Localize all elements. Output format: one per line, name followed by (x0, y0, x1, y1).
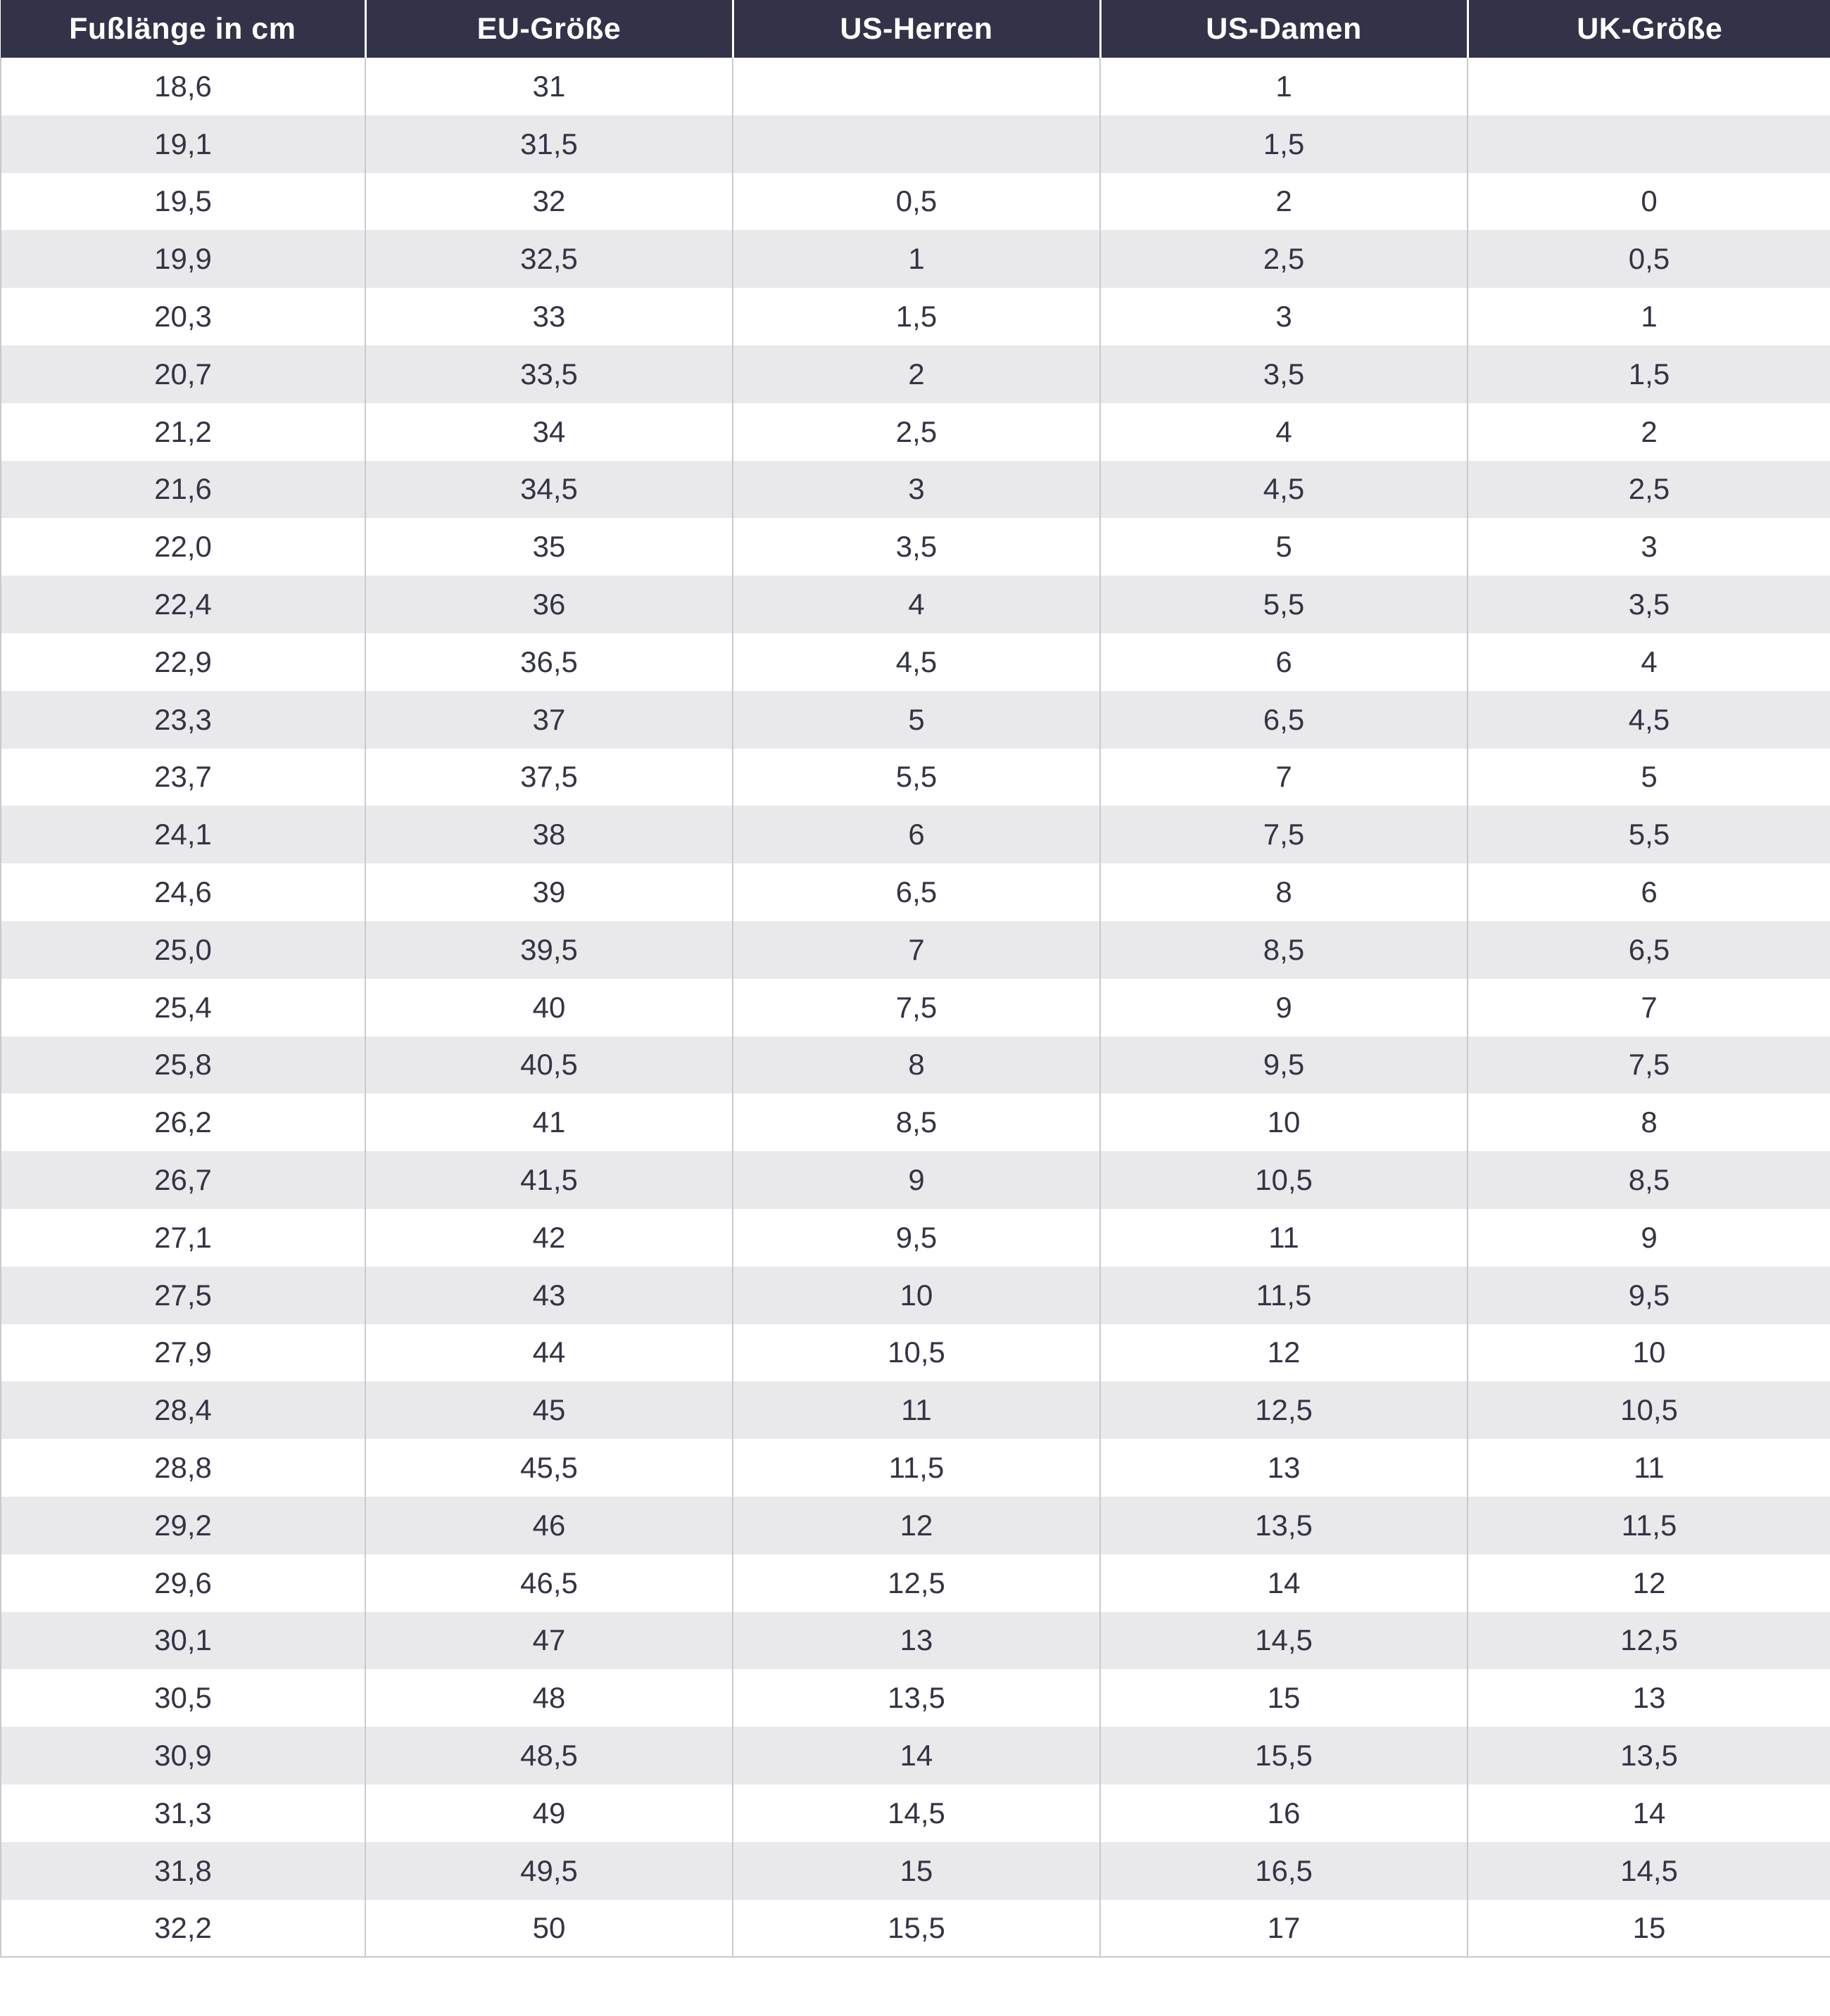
cell-eu-size: 40,5 (365, 1036, 733, 1094)
table-row (1, 115, 1830, 173)
cell-eu-size: 40 (365, 979, 733, 1036)
cell-us-men: 8,5 (733, 1093, 1100, 1151)
cell-eu-size: 31,5 (365, 115, 733, 173)
cell-eu-size: 34 (365, 403, 733, 461)
cell-us-men: 14 (733, 1727, 1100, 1784)
header-us-women: US-Damen (1100, 0, 1468, 58)
table-row (1, 633, 1830, 691)
cell-foot-length: 26,7 (1, 1151, 365, 1209)
table-row (1, 749, 1830, 806)
cell-us-women: 12,5 (1100, 1381, 1468, 1439)
cell-uk-size: 14,5 (1468, 1842, 1830, 1900)
table-row (1, 691, 1830, 749)
cell-eu-size: 35 (365, 518, 733, 576)
cell-us-women: 11,5 (1100, 1267, 1468, 1324)
cell-us-men: 10,5 (733, 1324, 1100, 1382)
table-row (1, 1036, 1830, 1094)
cell-foot-length: 24,6 (1, 863, 365, 921)
table-row (1, 1842, 1830, 1900)
cell-eu-size: 44 (365, 1324, 733, 1382)
cell-us-women: 5 (1100, 518, 1468, 576)
table-row (1, 1267, 1830, 1324)
cell-eu-size: 39 (365, 863, 733, 921)
table-row (1, 518, 1830, 576)
cell-us-men: 1 (733, 230, 1100, 288)
header-uk-size: UK-Größe (1468, 0, 1830, 58)
cell-us-women: 16 (1100, 1784, 1468, 1842)
cell-foot-length: 19,9 (1, 230, 365, 288)
cell-us-women: 5,5 (1100, 576, 1468, 633)
cell-us-women: 9 (1100, 979, 1468, 1036)
table-row (1, 921, 1830, 979)
cell-eu-size: 32 (365, 173, 733, 231)
cell-us-men: 12,5 (733, 1554, 1100, 1612)
cell-eu-size: 49 (365, 1784, 733, 1842)
cell-foot-length: 19,5 (1, 173, 365, 231)
cell-foot-length: 19,1 (1, 115, 365, 173)
cell-eu-size: 32,5 (365, 230, 733, 288)
cell-us-men: 2,5 (733, 403, 1100, 461)
cell-foot-length: 22,4 (1, 576, 365, 633)
cell-us-men: 15 (733, 1842, 1100, 1900)
cell-foot-length: 27,1 (1, 1209, 365, 1267)
cell-uk-size: 4 (1468, 633, 1830, 691)
cell-us-women: 15 (1100, 1669, 1468, 1727)
cell-uk-size: 13 (1468, 1669, 1830, 1727)
table-row (1, 1209, 1830, 1267)
cell-eu-size: 50 (365, 1900, 733, 1958)
table-row (1, 1439, 1830, 1497)
cell-us-women: 12 (1100, 1324, 1468, 1382)
table-row (1, 288, 1830, 345)
table-row (1, 173, 1830, 231)
table-row (1, 1497, 1830, 1554)
table-row (1, 1324, 1830, 1382)
table-row (1, 403, 1830, 461)
cell-eu-size: 37,5 (365, 749, 733, 806)
cell-us-men (733, 115, 1100, 173)
cell-us-women: 15,5 (1100, 1727, 1468, 1784)
cell-eu-size: 37 (365, 691, 733, 749)
cell-uk-size: 7,5 (1468, 1036, 1830, 1094)
cell-us-men: 8 (733, 1036, 1100, 1094)
table-row (1, 230, 1830, 288)
cell-us-men: 6 (733, 806, 1100, 863)
cell-us-men: 9,5 (733, 1209, 1100, 1267)
cell-us-women: 7 (1100, 749, 1468, 806)
cell-foot-length: 24,1 (1, 806, 365, 863)
cell-us-men: 5 (733, 691, 1100, 749)
header-us-men: US-Herren (733, 0, 1100, 58)
cell-foot-length: 20,7 (1, 345, 365, 403)
cell-foot-length: 31,3 (1, 1784, 365, 1842)
cell-foot-length: 28,8 (1, 1439, 365, 1497)
cell-foot-length: 21,6 (1, 461, 365, 519)
cell-foot-length: 25,4 (1, 979, 365, 1036)
cell-uk-size: 13,5 (1468, 1727, 1830, 1784)
cell-us-women: 14,5 (1100, 1612, 1468, 1670)
cell-uk-size: 1 (1468, 288, 1830, 345)
cell-uk-size: 7 (1468, 979, 1830, 1036)
cell-us-men: 2 (733, 345, 1100, 403)
header-row (1, 0, 1830, 58)
cell-eu-size: 41 (365, 1093, 733, 1151)
cell-foot-length: 18,6 (1, 58, 365, 115)
cell-eu-size: 46,5 (365, 1554, 733, 1612)
cell-us-men: 4,5 (733, 633, 1100, 691)
cell-eu-size: 42 (365, 1209, 733, 1267)
cell-uk-size: 12,5 (1468, 1612, 1830, 1670)
cell-foot-length: 22,0 (1, 518, 365, 576)
cell-us-men: 14,5 (733, 1784, 1100, 1842)
cell-uk-size: 12 (1468, 1554, 1830, 1612)
cell-foot-length: 25,8 (1, 1036, 365, 1094)
cell-uk-size: 1,5 (1468, 345, 1830, 403)
cell-uk-size (1468, 115, 1830, 173)
cell-foot-length: 30,9 (1, 1727, 365, 1784)
table-row (1, 1093, 1830, 1151)
cell-eu-size: 47 (365, 1612, 733, 1670)
cell-us-men: 3,5 (733, 518, 1100, 576)
cell-foot-length: 26,2 (1, 1093, 365, 1151)
cell-foot-length: 28,4 (1, 1381, 365, 1439)
cell-uk-size: 0 (1468, 173, 1830, 231)
cell-foot-length: 23,3 (1, 691, 365, 749)
cell-uk-size: 5,5 (1468, 806, 1830, 863)
table-row (1, 58, 1830, 115)
cell-eu-size: 34,5 (365, 461, 733, 519)
cell-us-women: 11 (1100, 1209, 1468, 1267)
header-eu-size: EU-Größe (365, 0, 733, 58)
cell-eu-size: 48,5 (365, 1727, 733, 1784)
table-row (1, 1381, 1830, 1439)
cell-uk-size: 4,5 (1468, 691, 1830, 749)
cell-uk-size: 10,5 (1468, 1381, 1830, 1439)
cell-foot-length: 21,2 (1, 403, 365, 461)
cell-us-men: 5,5 (733, 749, 1100, 806)
cell-us-men (733, 58, 1100, 115)
header-foot-length: Fußlänge in cm (1, 0, 365, 58)
cell-us-women: 13 (1100, 1439, 1468, 1497)
cell-foot-length: 20,3 (1, 288, 365, 345)
cell-uk-size: 8 (1468, 1093, 1830, 1151)
cell-us-women: 8 (1100, 863, 1468, 921)
cell-uk-size: 8,5 (1468, 1151, 1830, 1209)
cell-us-women: 8,5 (1100, 921, 1468, 979)
cell-us-men: 15,5 (733, 1900, 1100, 1958)
cell-us-women: 9,5 (1100, 1036, 1468, 1094)
cell-eu-size: 36 (365, 576, 733, 633)
cell-foot-length: 32,2 (1, 1900, 365, 1958)
cell-foot-length: 29,6 (1, 1554, 365, 1612)
cell-us-women: 13,5 (1100, 1497, 1468, 1554)
cell-eu-size: 49,5 (365, 1842, 733, 1900)
cell-us-women: 4 (1100, 403, 1468, 461)
cell-uk-size: 2,5 (1468, 461, 1830, 519)
cell-uk-size (1468, 58, 1830, 115)
cell-eu-size: 38 (365, 806, 733, 863)
cell-uk-size: 5 (1468, 749, 1830, 806)
cell-uk-size: 9 (1468, 1209, 1830, 1267)
cell-us-women: 14 (1100, 1554, 1468, 1612)
cell-foot-length: 23,7 (1, 749, 365, 806)
table-row (1, 461, 1830, 519)
cell-us-men: 11,5 (733, 1439, 1100, 1497)
cell-us-men: 3 (733, 461, 1100, 519)
cell-foot-length: 27,5 (1, 1267, 365, 1324)
cell-us-men: 7,5 (733, 979, 1100, 1036)
cell-foot-length: 30,5 (1, 1669, 365, 1727)
table-header (1, 0, 1830, 58)
cell-foot-length: 29,2 (1, 1497, 365, 1554)
cell-uk-size: 6,5 (1468, 921, 1830, 979)
cell-foot-length: 31,8 (1, 1842, 365, 1900)
cell-us-men: 10 (733, 1267, 1100, 1324)
table-row (1, 979, 1830, 1036)
cell-us-women: 7,5 (1100, 806, 1468, 863)
cell-us-men: 7 (733, 921, 1100, 979)
cell-us-men: 4 (733, 576, 1100, 633)
table-row (1, 576, 1830, 633)
cell-eu-size: 45 (365, 1381, 733, 1439)
cell-uk-size: 9,5 (1468, 1267, 1830, 1324)
cell-foot-length: 30,1 (1, 1612, 365, 1670)
cell-eu-size: 48 (365, 1669, 733, 1727)
cell-eu-size: 33,5 (365, 345, 733, 403)
table-row (1, 863, 1830, 921)
table-row (1, 1669, 1830, 1727)
cell-us-women: 6,5 (1100, 691, 1468, 749)
cell-eu-size: 43 (365, 1267, 733, 1324)
cell-uk-size: 14 (1468, 1784, 1830, 1842)
cell-us-men: 0,5 (733, 173, 1100, 231)
cell-us-men: 13,5 (733, 1669, 1100, 1727)
cell-eu-size: 31 (365, 58, 733, 115)
cell-eu-size: 36,5 (365, 633, 733, 691)
cell-us-women: 10 (1100, 1093, 1468, 1151)
cell-us-men: 13 (733, 1612, 1100, 1670)
cell-foot-length: 25,0 (1, 921, 365, 979)
cell-foot-length: 22,9 (1, 633, 365, 691)
table-row (1, 1151, 1830, 1209)
table-body (1, 58, 1830, 1957)
cell-us-women: 2 (1100, 173, 1468, 231)
cell-us-women: 3 (1100, 288, 1468, 345)
cell-us-men: 9 (733, 1151, 1100, 1209)
cell-us-women: 3,5 (1100, 345, 1468, 403)
cell-eu-size: 33 (365, 288, 733, 345)
cell-us-men: 12 (733, 1497, 1100, 1554)
table-row (1, 1900, 1830, 1958)
cell-us-women: 16,5 (1100, 1842, 1468, 1900)
cell-us-women: 17 (1100, 1900, 1468, 1958)
cell-us-women: 4,5 (1100, 461, 1468, 519)
cell-uk-size: 11,5 (1468, 1497, 1830, 1554)
cell-eu-size: 46 (365, 1497, 733, 1554)
cell-eu-size: 41,5 (365, 1151, 733, 1209)
cell-us-men: 11 (733, 1381, 1100, 1439)
table-row (1, 1554, 1830, 1612)
cell-us-women: 1 (1100, 58, 1468, 115)
cell-uk-size: 2 (1468, 403, 1830, 461)
cell-us-women: 1,5 (1100, 115, 1468, 173)
cell-uk-size: 15 (1468, 1900, 1830, 1958)
cell-foot-length: 27,9 (1, 1324, 365, 1382)
table-row (1, 1612, 1830, 1670)
cell-uk-size: 3,5 (1468, 576, 1830, 633)
table-row (1, 345, 1830, 403)
cell-uk-size: 6 (1468, 863, 1830, 921)
table-row (1, 1727, 1830, 1784)
cell-uk-size: 11 (1468, 1439, 1830, 1497)
cell-eu-size: 45,5 (365, 1439, 733, 1497)
cell-eu-size: 39,5 (365, 921, 733, 979)
cell-uk-size: 10 (1468, 1324, 1830, 1382)
cell-us-women: 10,5 (1100, 1151, 1468, 1209)
cell-uk-size: 3 (1468, 518, 1830, 576)
cell-uk-size: 0,5 (1468, 230, 1830, 288)
table-row (1, 806, 1830, 863)
cell-us-women: 2,5 (1100, 230, 1468, 288)
cell-us-women: 6 (1100, 633, 1468, 691)
table-row (1, 1784, 1830, 1842)
cell-us-men: 1,5 (733, 288, 1100, 345)
cell-us-men: 6,5 (733, 863, 1100, 921)
